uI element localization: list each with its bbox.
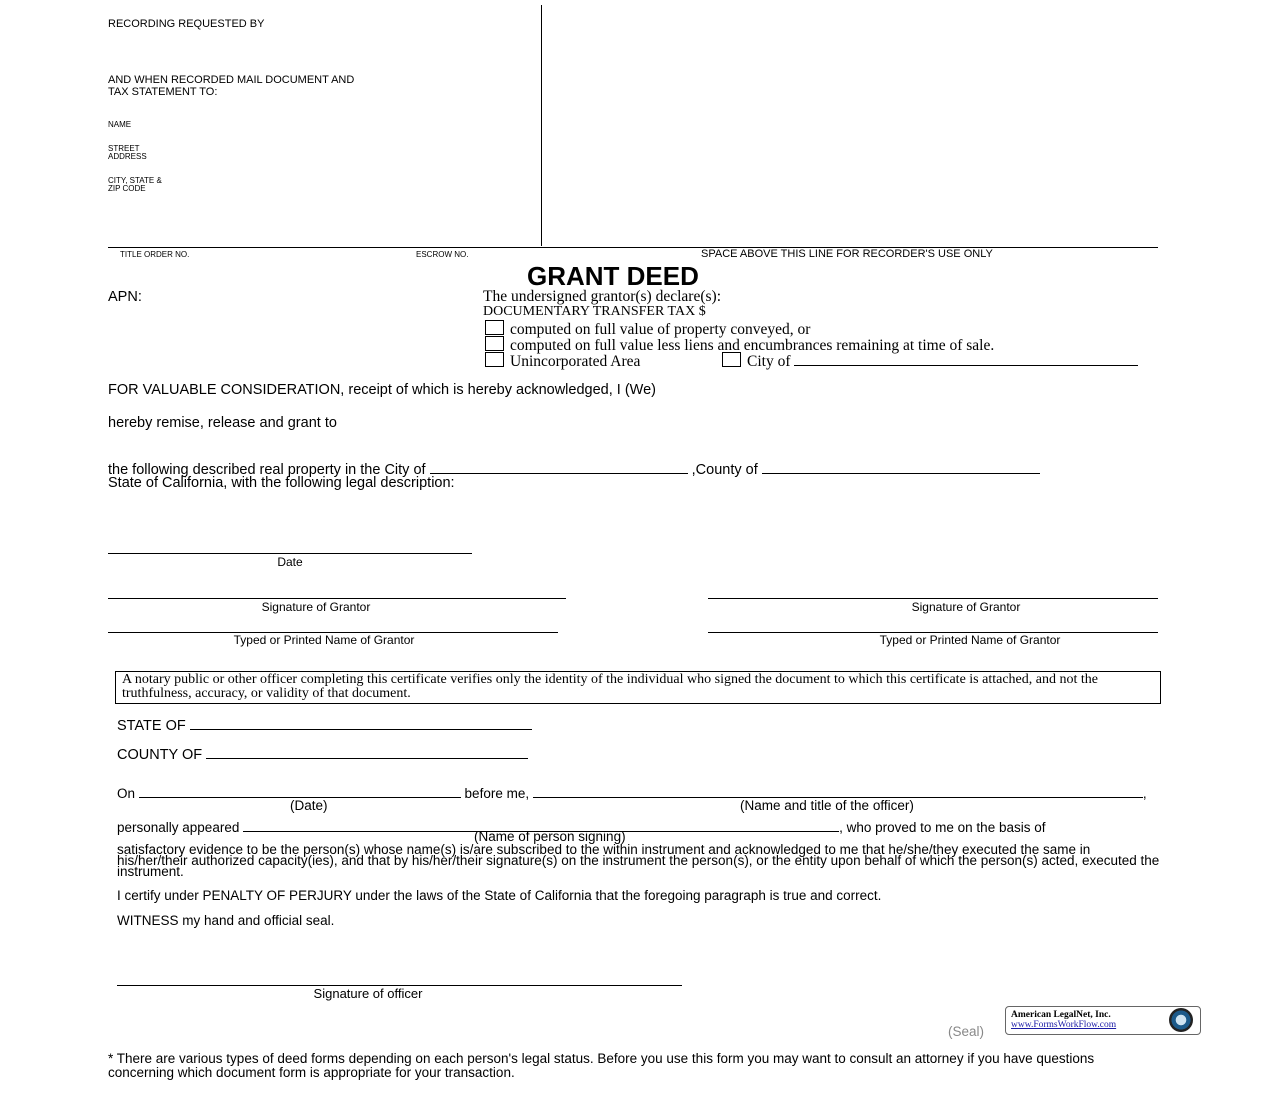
transfer-tax-label: DOCUMENTARY TRANSFER TAX $ xyxy=(483,304,706,319)
county-of-label: COUNTY OF xyxy=(117,747,203,763)
recorder-note: SPACE ABOVE THIS LINE FOR RECORDER'S USE ONLY xyxy=(701,248,993,260)
county-field[interactable] xyxy=(762,461,1040,474)
before-me-label: before me, xyxy=(464,786,530,801)
grantor-signature-label-1: Signature of Grantor xyxy=(261,600,371,614)
city-field[interactable] xyxy=(794,353,1138,366)
option-unincorporated: Unincorporated Area xyxy=(510,353,641,370)
proved-label: , who proved to me on the basis of xyxy=(839,820,1046,835)
property-city-field[interactable] xyxy=(430,461,688,474)
county-of-field[interactable] xyxy=(206,746,528,759)
grantor-name-label-2: Typed or Printed Name of Grantor xyxy=(879,633,1061,647)
option-city: City of xyxy=(747,353,791,370)
escrow-label: ESCROW NO. xyxy=(416,250,469,259)
city-label-2: ZIP CODE xyxy=(108,184,146,193)
grant-text: hereby remise, release and grant to xyxy=(108,415,337,431)
person-signing-hint: (Name of person signing) xyxy=(474,829,626,844)
checkbox-full-value[interactable] xyxy=(485,320,504,335)
recorder-line xyxy=(108,247,1158,248)
title-order-label: TITLE ORDER NO. xyxy=(120,250,190,259)
apn-label: APN: xyxy=(108,289,142,305)
on-label: On xyxy=(117,786,136,801)
globe-icon xyxy=(1169,1008,1193,1032)
consideration-text: FOR VALUABLE CONSIDERATION, receipt of which is hereby acknowledged, I (We) xyxy=(108,382,656,398)
grantor-signature-label-2: Signature of Grantor xyxy=(911,600,1021,614)
mail-to-line1: AND WHEN RECORDED MAIL DOCUMENT AND xyxy=(108,74,355,86)
state-line: State of California, with the following legal description: xyxy=(108,475,455,491)
logo-url[interactable]: www.FormsWorkFlow.com xyxy=(1011,1020,1117,1030)
date-line[interactable] xyxy=(108,553,472,554)
mail-to-line2: TAX STATEMENT TO: xyxy=(108,86,218,98)
page-title: GRANT DEED xyxy=(527,261,699,291)
checkbox-less-liens[interactable] xyxy=(485,336,504,351)
footnote: * There are various types of deed forms depending on each person's legal status. Before you use this form you may want to consult an attorney if you have questions concerning which document form is appropriate for your transaction. xyxy=(108,1051,1095,1080)
personally-appeared-label: personally appeared xyxy=(117,820,240,835)
checkbox-city[interactable] xyxy=(722,352,741,367)
street-label-2: ADDRESS xyxy=(108,152,147,161)
grantor-declare: The undersigned grantor(s) declare(s): xyxy=(483,288,721,305)
date-hint: (Date) xyxy=(290,798,328,813)
recording-requested-by: RECORDING REQUESTED BY xyxy=(108,18,265,30)
grantor-name-label-1: Typed or Printed Name of Grantor xyxy=(233,633,415,647)
grantor-signature-line-2[interactable] xyxy=(708,598,1158,599)
logo-company: American LegalNet, Inc. xyxy=(1011,1010,1111,1020)
legalnet-logo xyxy=(1005,1006,1201,1035)
street-label-1: STREET xyxy=(108,144,140,153)
county-label: ,County of xyxy=(691,462,758,478)
state-of-field[interactable] xyxy=(190,717,532,730)
evidence-text: satisfactory evidence to be the person(s) whose name(s) is/are subscribed to the within instrument and acknowledged to me that he/she/they executed the same in his/her/their authorized capacity(ies), and that by his/her/their signature(s) on the instrument the person(s), or the entity upon behalf of which the person(s) acted, executed the instrument. xyxy=(117,842,1160,879)
officer-hint: (Name and title of the officer) xyxy=(740,798,914,813)
state-of-label: STATE OF xyxy=(117,718,186,734)
date-label: Date xyxy=(277,555,303,569)
recorder-divider xyxy=(541,5,542,246)
property-city-label: the following described real property in the City of xyxy=(108,462,426,478)
officer-signature-label: Signature of officer xyxy=(313,986,423,1001)
option-full-value: computed on full value of property conveyed, or xyxy=(510,321,811,338)
officer-field[interactable] xyxy=(533,785,1143,798)
seal-label: (Seal) xyxy=(948,1024,985,1039)
notary-date-field[interactable] xyxy=(139,785,461,798)
option-less-liens: computed on full value less liens and encumbrances remaining at time of sale. xyxy=(510,337,995,354)
grant-deed-page: RECORDING REQUESTED BY AND WHEN RECORDED MAIL DOCUMENT AND TAX STATEMENT TO: NAME STREET ADDRESS CITY, STATE & ZIP CODE TITLE ORDER NO. ESCROW NO. SPACE ABOVE THIS LINE FOR RECORDER'S USE ONLY GRANT DEED APN: The undersigned grantor(s) declare(s): DOCUMENTARY TRANSFER TAX $ computed on full value of property conveyed, or computed on full value less liens and encumbrances remaining at time of sale. Unincorporated Area City of FOR VALUABLE CONSIDERATION, receipt of which is hereby acknowledged, I (We) hereby remise, release and grant to the following described real property in the City of ,County of State of California, with the following legal description: Date Signature of Grantor Signature of Grantor Typed or Printed Name of Grantor Typed or Printed Name of Grantor A notary public or other officer completing this certificate verifies only the identity of the individual who signed the document to which this certificate is attached, and not the truthfulness, accuracy, or validity of that document. STATE OF COUNTY OF On before me, , (Date) (Name and title of the officer) personally appeared , who proved to me on the basis of (Name of person signing) satisfactory evidence to be the person(s) whose name(s) is/are subscribed to the within instrument and acknowledged to me that he/she/they executed the same in his/her/their authorized capacity(ies), and that by his/her/their signature(s) on the instrument the person(s), or the entity upon behalf of which the person(s) acted, executed the instrument. I certify under PENALTY OF PERJURY under the laws of the State of California that the foregoing paragraph is true and correct. WITNESS my hand and official seal. Signature of officer (Seal) American LegalNet, Inc. www.FormsWorkFlow.com * There are various types of deed forms depending on each person's legal status. Before you use this form you may want to consult an attorney if you have questions concerning which document form is appropriate for your transaction. xyxy=(0,0,1275,1100)
grantor-signature-line-1[interactable] xyxy=(108,598,566,599)
notary-notice-box: A notary public or other officer completing this certificate verifies only the identity of the individual who signed the document to which this certificate is attached, and not the truthfulness, accuracy, or validity of that document. xyxy=(115,671,1161,704)
certify-text: I certify under PENALTY OF PERJURY under the laws of the State of California that the foregoing paragraph is true and correct. xyxy=(117,888,882,903)
checkbox-unincorporated[interactable] xyxy=(485,352,504,367)
city-label-1: CITY, STATE & xyxy=(108,176,162,185)
name-label: NAME xyxy=(108,120,132,129)
witness-text: WITNESS my hand and official seal. xyxy=(117,913,335,928)
